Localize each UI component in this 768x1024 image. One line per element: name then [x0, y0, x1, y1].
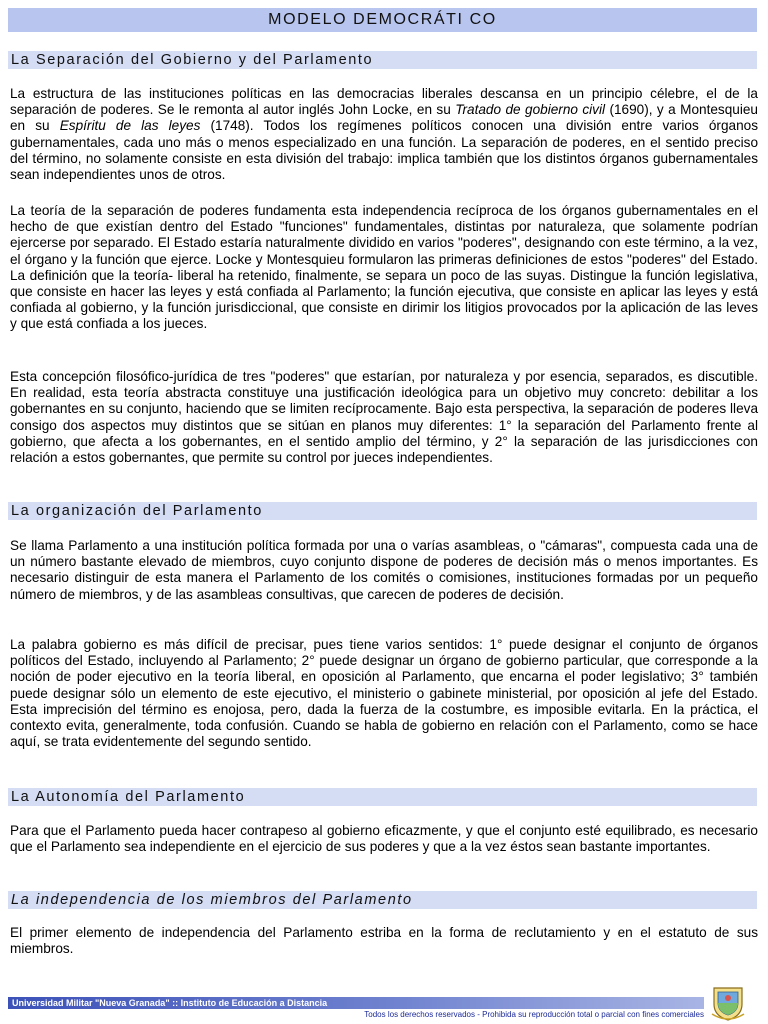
- paragraph-6: Para que el Parlamento pueda hacer contrapeso al gobierno eficazmente, y que el conjunto esté equilibrado, es necesario que el Parlamento sea independiente en el ejercicio de sus poderes y que a la vez éstos sean bastante importantes.: [10, 823, 758, 855]
- page-title: MODELO DEMOCRÁTI CO: [8, 8, 757, 32]
- paragraph-1: [10, 86, 758, 183]
- section-heading-autonomia: La Autonomía del Parlamento: [8, 788, 757, 806]
- paragraph-1-text-a: La estructura de las instituciones políticas en las democracias liberales descansa en un principio célebre, el de la separación de poderes. Se le remonta al autor inglés John Locke, en su: [10, 86, 758, 118]
- paragraph-4: Se llama Parlamento a una institución política formada por una o varías asambleas, o "cámaras", compuesta cada una de un número bastante elevado de miembros, cuyo conjunto dispone de poderes de decisión más o menos importantes. Es necesario distinguir de esta manera el Parlamento de los comités o comisiones, instituciones formadas por un pequeño número de miembros, y de las asambleas consultivas, que carecen de poderes de decisión.: [10, 538, 758, 602]
- section-heading-separacion: La Separación del Gobierno y del Parlamento: [8, 51, 757, 69]
- footer-rights: Todos los derechos reservados - Prohibida su reproducción total o parcial con fines comerciales: [364, 1010, 704, 1019]
- work-title-espiritu: Espíritu de las leyes: [59, 118, 201, 134]
- paragraph-1-text-c: (1748). Todos los regímenes políticos conocen una división entre varios órganos gubernamentales, cada uno más o menos especializado en una función. La separación de poderes, en el sentido preciso del término, no solamente consiste en esta división del trabajo: implica también que los distintos órganos gubernamentales sean independientes unos de otros.: [10, 118, 759, 183]
- section-heading-organizacion: La organización del Parlamento: [8, 502, 757, 520]
- footer-institution: Universidad Militar "Nueva Granada" :: Instituto de Educación a Distancia: [8, 997, 704, 1009]
- university-crest-icon: [708, 984, 748, 1022]
- section-heading-independencia: La independencia de los miembros del Parlamento: [8, 891, 757, 909]
- paragraph-7: El primer elemento de independencia del Parlamento estriba en la forma de reclutamiento y en el estatuto de sus miembros.: [10, 925, 758, 957]
- paragraph-1-text-b: (1690), y a Montesquieu en su: [10, 102, 758, 134]
- paragraph-3: Esta concepción filosófico-jurídica de tres "poderes" que estarían, por naturaleza y por esencia, separados, es discutible. En realidad, esta teoría abstracta constituye una justificación ideológica para un objetivo muy concreto: debilitar a los gobernantes en su conjunto, haciendo que se limiten recíprocamente. Bajo esta perspectiva, la separación de poderes lleva consigo dos aspectos muy distintos que se sitúan en planos muy diferentes: 1° la separación del Parlamento frente al gobierno, que afecta a los gobernantes, en el sentido amplio del término, y 2° la separación de las jurisdicciones con relación a estos gobernantes, que permite su control por jueces independientes.: [10, 369, 758, 466]
- work-title-tratado: Tratado de gobierno civil: [455, 102, 606, 118]
- paragraph-5: La palabra gobierno es más difícil de precisar, pues tiene varios sentidos: 1° puede designar el conjunto de órganos políticos del Estado, incluyendo al Parlamento; 2° puede designar un órgano de gobierno particular, que corresponde a la noción de poder ejecutivo en la teoría liberal, en oposición al Parlamento, que encarna el poder legislativo; 3° también puede designar sólo un elemento de este ejecutivo, el ministerio o gabinete ministerial, por oposición al jefe del Estado. Esta imprecisión del término es enojosa, pero, dada la fuerza de la costumbre, es imposible evitarla. En la práctica, el contexto evita, generalmente, toda confusión. Cuando se habla de gobierno en relación con el Parlamento, como se hace aquí, se trata evidentemente del segundo sentido.: [10, 637, 758, 750]
- paragraph-2: La teoría de la separación de poderes fundamenta esta independencia recíproca de los órganos gubernamentales en el hecho de que existían dentro del Estado "funciones" fundamentales, distintas por naturaleza, que solamente podrían ejercerse por separado. El Estado estaría naturalmente dividido en varios "poderes", designando con este término, a la vez, el órgano y la función que ejerce. Locke y Montesquieu formularon las primeras definiciones de estos "poderes" del Estado. La definición que la teoría- liberal ha retenido, finalmente, se separa un poco de las suyas. Distingue la función legislativa, que consiste en hacer las leyes y está confiada al Parlamento; la función ejecutiva, que consiste en aplicar las leyes y está confiada al gobierno, y la función jurisdiccional, que consiste en dirimir los litigios provocados por la aplicación de las leves y que está confiada a los jueces.: [10, 203, 758, 332]
